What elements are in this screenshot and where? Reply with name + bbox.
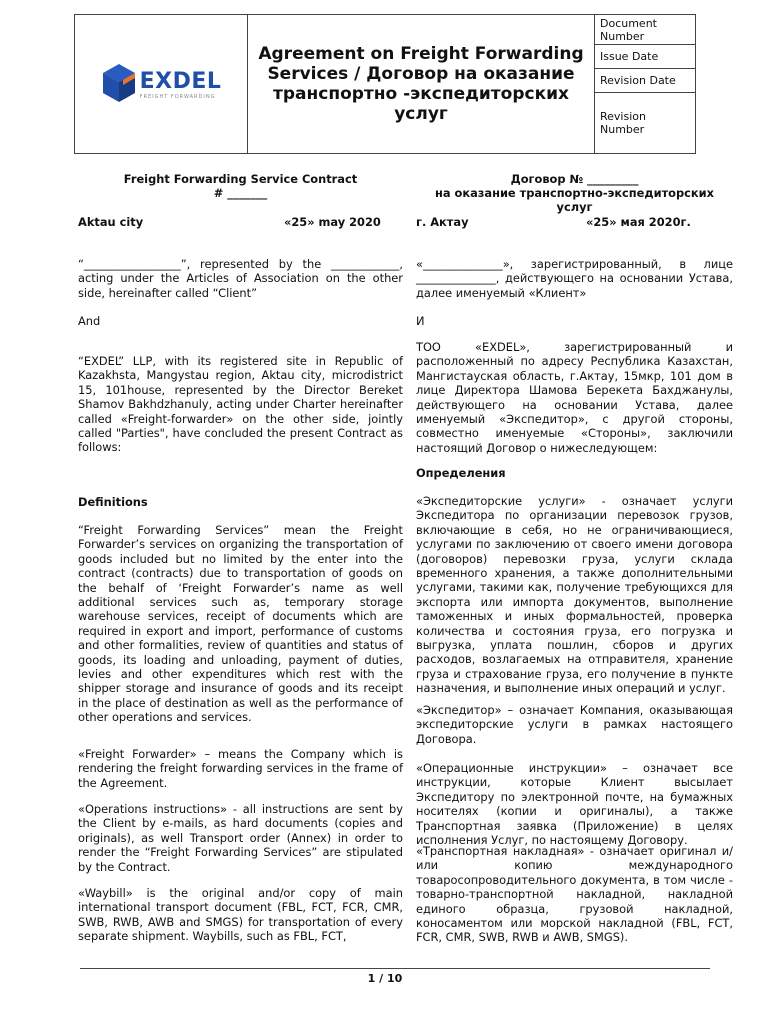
ru-contract-title: Договор № _________	[510, 172, 639, 186]
en-contract-number: # _______	[213, 186, 268, 200]
ru-definitions-heading: Определения	[416, 466, 506, 480]
en-party-client: “_________________”, represented by the ____________, acting under the Articles of Association on the other side, hereinafter called “Client”	[78, 257, 403, 300]
issue-date-label: Issue Date	[595, 45, 695, 69]
ru-contract-subtitle: на оказание транспортно-экспедиторских услуг	[435, 186, 714, 215]
en-date: «25» may 2020	[284, 215, 381, 229]
ru-city: г. Актау	[416, 215, 469, 229]
meta-cell	[595, 15, 695, 153]
en-definitions-heading: Definitions	[78, 495, 148, 509]
title-cell	[248, 15, 595, 153]
ru-date: «25» мая 2020г.	[586, 215, 691, 229]
footer-divider	[80, 968, 710, 969]
ru-party-forwarder: ТОО «EXDEL», зарегистрированный и расположенный по адресу Республика Казахстан, Мангистауская область, г.Актау, 15мкр, 101 дом в лице Директора Шамова Берекета Бахджанулы, действующего на основании Устава, далее именуемый «Экспедитор», с другой стороны, совместно именуемые «Стороны», заключили настоящий Договор о нижеследующем:	[416, 340, 733, 455]
ru-def-instructions: «Операционные инструкции» – означает все инструкции, которые Клиент высылает Экспедитору по электронной почте, на бумажных носителях (копии и оригиналы), а также Транспортная заявка (Приложение) в целях исполнения Услуг, по настоящему Договору.	[416, 761, 733, 848]
ru-def-waybill: «Транспортная накладная» - означает оригинал и/или копию международного товаросопроводительного документа, в том числе - товарно-транспортной накладной, накладной единого образца, грузовой накладной, коносаментом или морской накладной (FBL, FCT, FCR, CMR, SWB, RWB и AWB, SMGS).	[416, 844, 733, 945]
logo-text: EXDEL	[139, 68, 222, 94]
document-header-table	[74, 14, 696, 154]
en-party-forwarder: “EXDEL” LLP, with its registered site in Republic of Kazakhsta, Mangystau region, Aktau city, microdistrict 15, 101house, represented by the Director Bereket Shamov Bakhdzhanuly, acting under Charter hereinafter called «Freight-forwarder» on the other side, jointly called "Parties", have concluded the present Contract as follows:	[78, 354, 403, 455]
en-city: Aktau city	[78, 215, 144, 229]
cube-logo-icon	[101, 62, 137, 106]
logo-cell	[75, 15, 248, 153]
page-number: 1 / 10	[367, 972, 403, 985]
logo-subtext: FREIGHT FORWARDING	[139, 93, 216, 100]
en-contract-title: Freight Forwarding Service Contract	[123, 172, 358, 186]
en-def-forwarder: «Freight Forwarder» – means the Company which is rendering the freight forwarding services in the frame of the Agreement.	[78, 747, 403, 790]
ru-party-client: «______________», зарегистрированный, в лице ______________, действующего на основании Устава, далее именуемый «Клиент»	[416, 257, 733, 300]
revision-number-label: Revision Number	[600, 110, 646, 136]
exdel-logo	[101, 62, 222, 106]
en-and: And	[78, 314, 101, 328]
revision-date-label: Revision Date	[595, 69, 695, 93]
en-def-waybill: «Waybill» is the original and/or copy of main international transport document (FBL, FCT, FCR, CMR, SWB, RWB, AWB and SMGS) for transportation of every separate shipment. Waybills, such as FBL, FCT,	[78, 886, 403, 944]
document-number-label: Document Number	[595, 15, 695, 45]
ru-def-services: «Экспедиторские услуги» - означает услуги Экспедитора по организации перевозок грузов, включающие в себя, но не ограничивающиеся, услугами по заключению от своего имени договора (договоров) перевозки груза, услуги склада временного хранения, а также дополнительными услугами, такими как, получение требующихся для экспорта или импорта документов, выполнение таможенных и иных формальностей, проверка количества и состояния груза, его погрузка и выгрузка, уплата пошлин, сборов и других расходов, возлагаемых на отправителя, хранение груза и страхование груза, его получение в пункте назначения, и выполнение иных операций и услуг.	[416, 494, 733, 696]
ru-and: И	[416, 314, 425, 328]
document-title: Agreement on Freight Forwarding Services / Договор на оказание транспортно -экспедиторских услуг	[258, 44, 584, 124]
en-def-instructions: «Operations instructions» - all instructions are sent by the Client by e-mails, as hard documents (copies and originals), as well Transport order (Annex) in order to render the “Freight Forwarding Services” are stipulated by the Contract.	[78, 802, 403, 874]
ru-def-forwarder: «Экспедитор» – означает Компания, оказывающая экспедиторские услуги в рамках настоящего Договора.	[416, 703, 733, 746]
en-def-services: “Freight Forwarding Services” mean the Freight Forwarder’s services on organizing the transportation of goods included but no limited by the enter into the contract (contracts) due to transportation of goods on the behalf of ‘Freight Forwarder’s name as well additional services such as, temporary storage warehouse services, receipt of documents which are required in export and import, performance of customs and other formalities, review of quantities and status of goods, its loading and unloading, payment of duties, levies and other expenditures which rest with the shipper storage and insurance of goods and its receipt in the place of destination as well as the performance of other operations and services.	[78, 523, 403, 725]
